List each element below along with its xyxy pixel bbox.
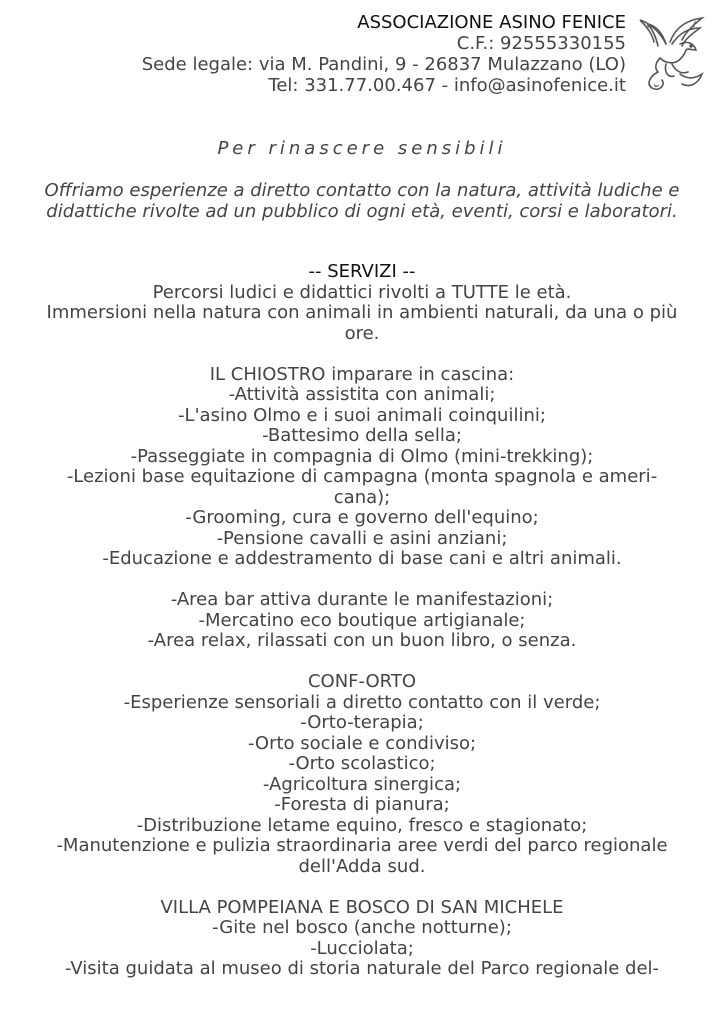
- spacer: [10, 652, 714, 673]
- list-item: -Battesimo della sella;: [262, 425, 462, 446]
- list-item: -Educazione e addestramento di base cani e altri animali.: [102, 548, 622, 569]
- legal-address: Sede legale: via M. Pandini, 9 - 26837 Mulazzano (LO): [141, 54, 626, 75]
- intro-line: Offriamo esperienze a diretto contatto con la natura, attività ludiche e: [44, 180, 680, 201]
- list-item: -Manutenzione e pulizia straordinaria aree verdi del parco regionale: [56, 835, 668, 856]
- tagline: Per rinascere sensibili: [217, 138, 507, 159]
- list-item: -Orto scolastico;: [288, 753, 436, 774]
- list-item: -Attività assistita con animali;: [228, 384, 496, 405]
- list-item: -Passeggiate in compagnia di Olmo (mini-trekking);: [130, 445, 594, 467]
- tax-code: C.F.: 92555330155: [456, 33, 626, 54]
- villa-title: VILLA POMPEIANA E BOSCO DI SAN MICHELE: [160, 896, 564, 918]
- services-line: Percorsi ludici e didattici rivolti a TUTTE le età.: [152, 281, 572, 303]
- organization-name: ASSOCIAZIONE ASINO FENICE: [357, 12, 626, 33]
- list-item: -L'asino Olmo e i suoi animali coinquilini;: [178, 404, 546, 426]
- list-item: -Pensione cavalli e asini anziani;: [216, 527, 508, 549]
- contact-info: Tel: 331.77.00.467 - info@asinofenice.it: [268, 75, 626, 96]
- spacer: [10, 570, 714, 591]
- confort-title: CONF-ORTO: [307, 671, 417, 692]
- list-item: -Lucciolata;: [310, 937, 414, 959]
- letterhead: [142, 12, 626, 96]
- list-item: -Gite nel bosco (anche notturne);: [212, 917, 512, 938]
- list-item: -Area relax, rilassati con un buon libro, o senza.: [147, 630, 577, 651]
- list-item: -Foresta di pianura;: [274, 794, 450, 815]
- list-item: -Lezioni base equitazione di campagna (monta spagnola e ameri-: [66, 466, 658, 487]
- intro-line: didattiche rivolte ad un pubblico di ogni età, eventi, corsi e laboratori.: [46, 201, 678, 222]
- services-line: Immersioni nella natura con animali in ambienti naturali, da una o più: [46, 302, 678, 323]
- list-item: -Esperienze sensoriali a diretto contatto con il verde;: [123, 691, 601, 713]
- winged-horse-icon: [636, 14, 708, 94]
- chiostro-title: IL CHIOSTRO imparare in cascina:: [209, 363, 515, 385]
- spacer: [10, 877, 714, 898]
- list-item: -Distribuzione letame equino, fresco e stagionato;: [136, 814, 588, 836]
- list-item: -Visita guidata al museo di storia naturale del Parco regionale del-: [64, 958, 660, 979]
- services-section: [10, 262, 714, 980]
- list-item: cana);: [333, 486, 391, 508]
- list-item: dell'Adda sud.: [298, 855, 426, 877]
- list-item: -Area bar attiva durante le manifestazioni;: [170, 589, 554, 610]
- services-line: ore.: [344, 322, 380, 344]
- services-title: -- SERVIZI --: [308, 261, 416, 282]
- list-item: -Grooming, cura e governo dell'equino;: [185, 507, 539, 528]
- spacer: [10, 344, 714, 365]
- intro-paragraph: [10, 180, 714, 222]
- list-item: -Orto-terapia;: [300, 712, 424, 733]
- list-item: -Agricoltura sinergica;: [262, 773, 462, 795]
- list-item: -Orto sociale e condiviso;: [247, 732, 477, 754]
- list-item: -Mercatino eco boutique artigianale;: [198, 609, 526, 631]
